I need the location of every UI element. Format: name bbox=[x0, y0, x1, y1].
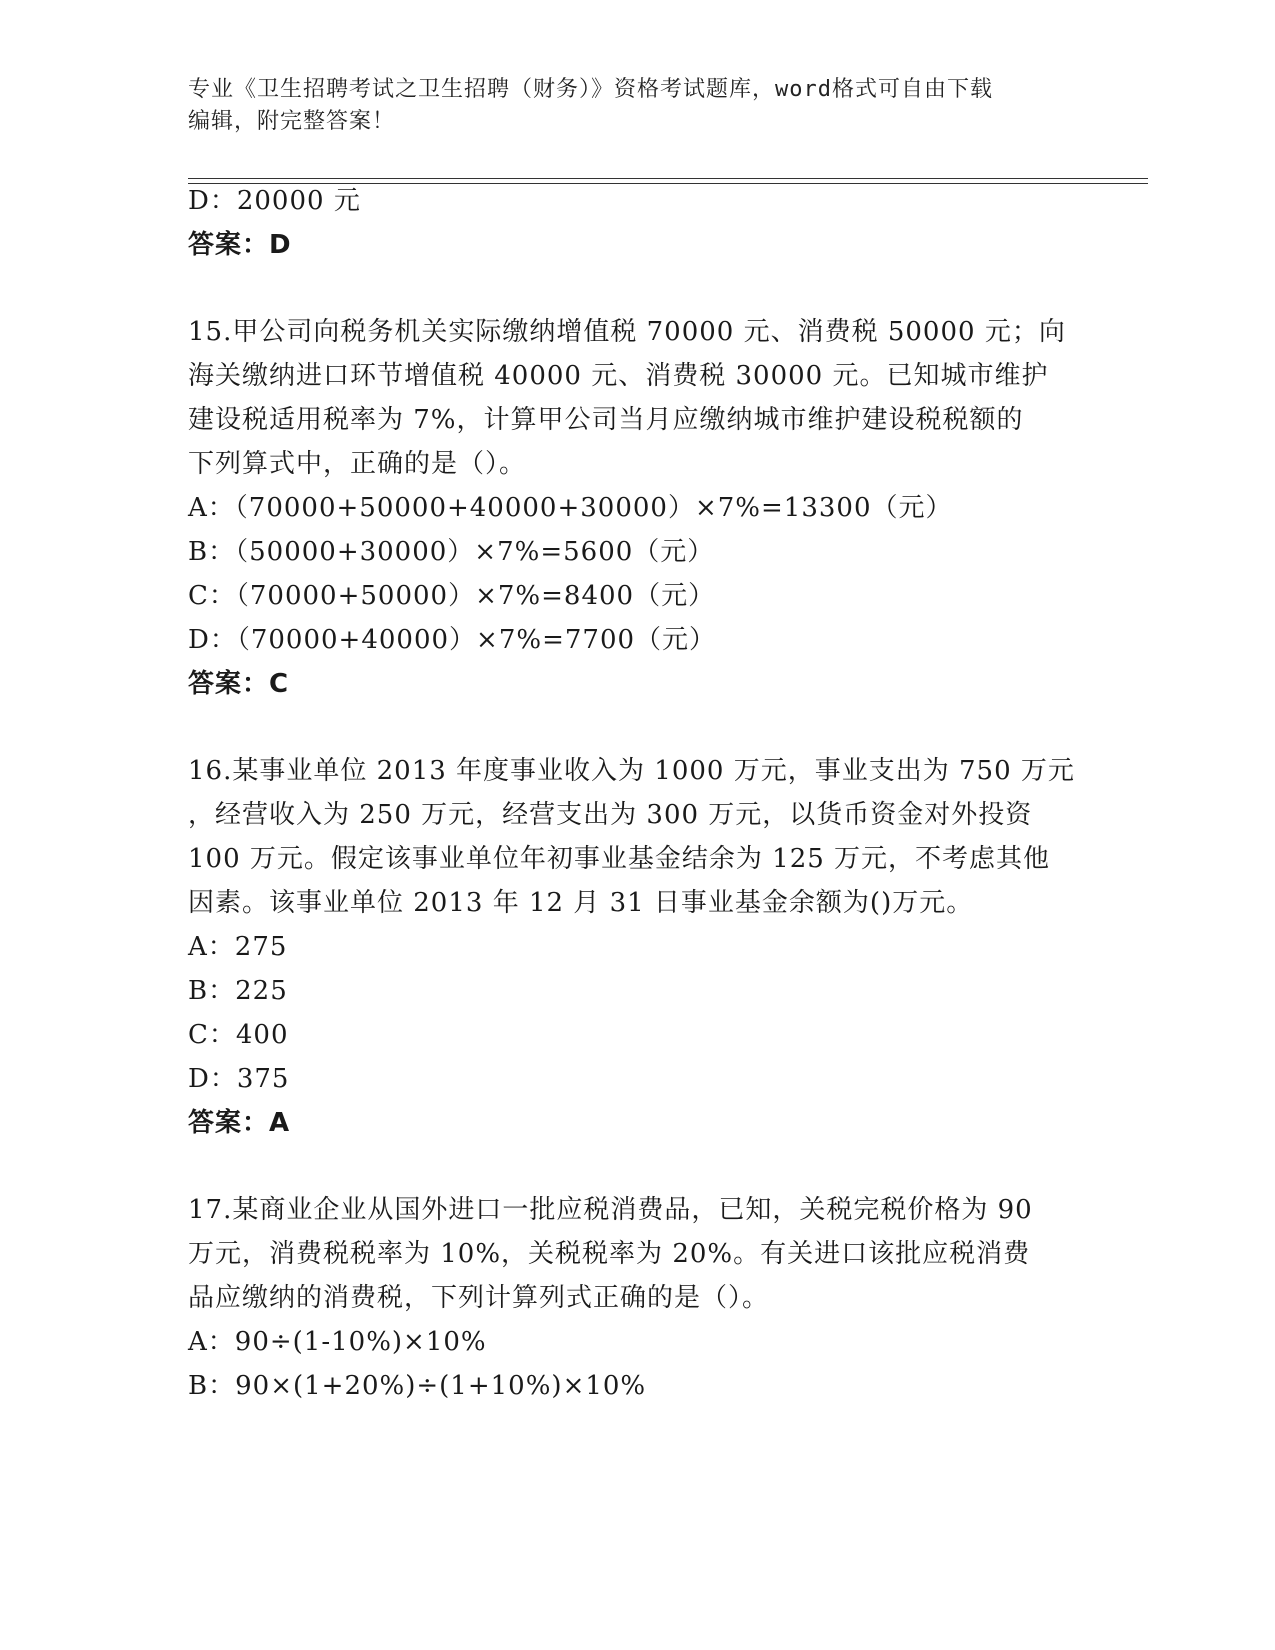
q15-option-b: B：（50000+30000）×7%=5600（元） bbox=[188, 537, 715, 567]
q15-option-a: A：（70000+50000+40000+30000）×7%=13300（元） bbox=[188, 493, 953, 523]
q17-option-a: A：90÷(1-10%)×10% bbox=[188, 1327, 487, 1357]
q16-stem-line-2: ，经营收入为 250 万元，经营支出为 300 万元，以货币资金对外投资 bbox=[188, 800, 1033, 830]
q17-stem-line-3: 品应缴纳的消费税，下列计算列式正确的是（）。 bbox=[188, 1283, 770, 1313]
document-header bbox=[188, 74, 1088, 138]
q16-stem-line-1: 16.某事业单位 2013 年度事业收入为 1000 万元，事业支出为 750 万元 bbox=[188, 756, 1075, 786]
header-line-1: 专业《卫生招聘考试之卫生招聘（财务）》资格考试题库，word格式可自由下载 bbox=[188, 77, 993, 102]
q15-answer: 答案：C bbox=[188, 669, 290, 699]
q15-stem-line-4: 下列算式中，正确的是（）。 bbox=[188, 449, 527, 479]
q15-stem-line-2: 海关缴纳进口环节增值税 40000 元、消费税 30000 元。已知城市维护 bbox=[188, 361, 1049, 391]
q15-option-d: D：（70000+40000）×7%=7700（元） bbox=[188, 625, 717, 655]
q16-answer: 答案：A bbox=[188, 1108, 291, 1138]
q16-option-b: B：225 bbox=[188, 976, 288, 1006]
q17-option-b: B：90×(1+20%)÷(1+10%)×10% bbox=[188, 1371, 647, 1401]
q15-stem-line-1: 15.甲公司向税务机关实际缴纳增值税 70000 元、消费税 50000 元；向 bbox=[188, 317, 1066, 347]
header-divider-top bbox=[188, 178, 1148, 179]
q16-option-c: C：400 bbox=[188, 1020, 289, 1050]
header-line-2: 编辑，附完整答案！ bbox=[188, 109, 396, 134]
q17-stem-line-1: 17.某商业企业从国外进口一批应税消费品，已知，关税完税价格为 90 bbox=[188, 1195, 1033, 1225]
q16-stem-line-3: 100 万元。假定该事业单位年初事业基金结余为 125 万元，不考虑其他 bbox=[188, 844, 1051, 874]
prev-option-d: D：20000 元 bbox=[188, 186, 361, 216]
q15-stem-line-3: 建设税适用税率为 7%，计算甲公司当月应缴纳城市维护建设税税额的 bbox=[188, 405, 1024, 435]
q16-option-d: D：375 bbox=[188, 1064, 290, 1094]
q16-option-a: A：275 bbox=[188, 932, 288, 962]
prev-answer: 答案：D bbox=[188, 230, 292, 260]
q15-option-c: C：（70000+50000）×7%=8400（元） bbox=[188, 581, 716, 611]
q16-stem-line-4: 因素。该事业单位 2013 年 12 月 31 日事业基金余额为()万元。 bbox=[188, 888, 974, 918]
q17-stem-line-2: 万元，消费税税率为 10%，关税税率为 20%。有关进口该批应税消费 bbox=[188, 1239, 1031, 1269]
